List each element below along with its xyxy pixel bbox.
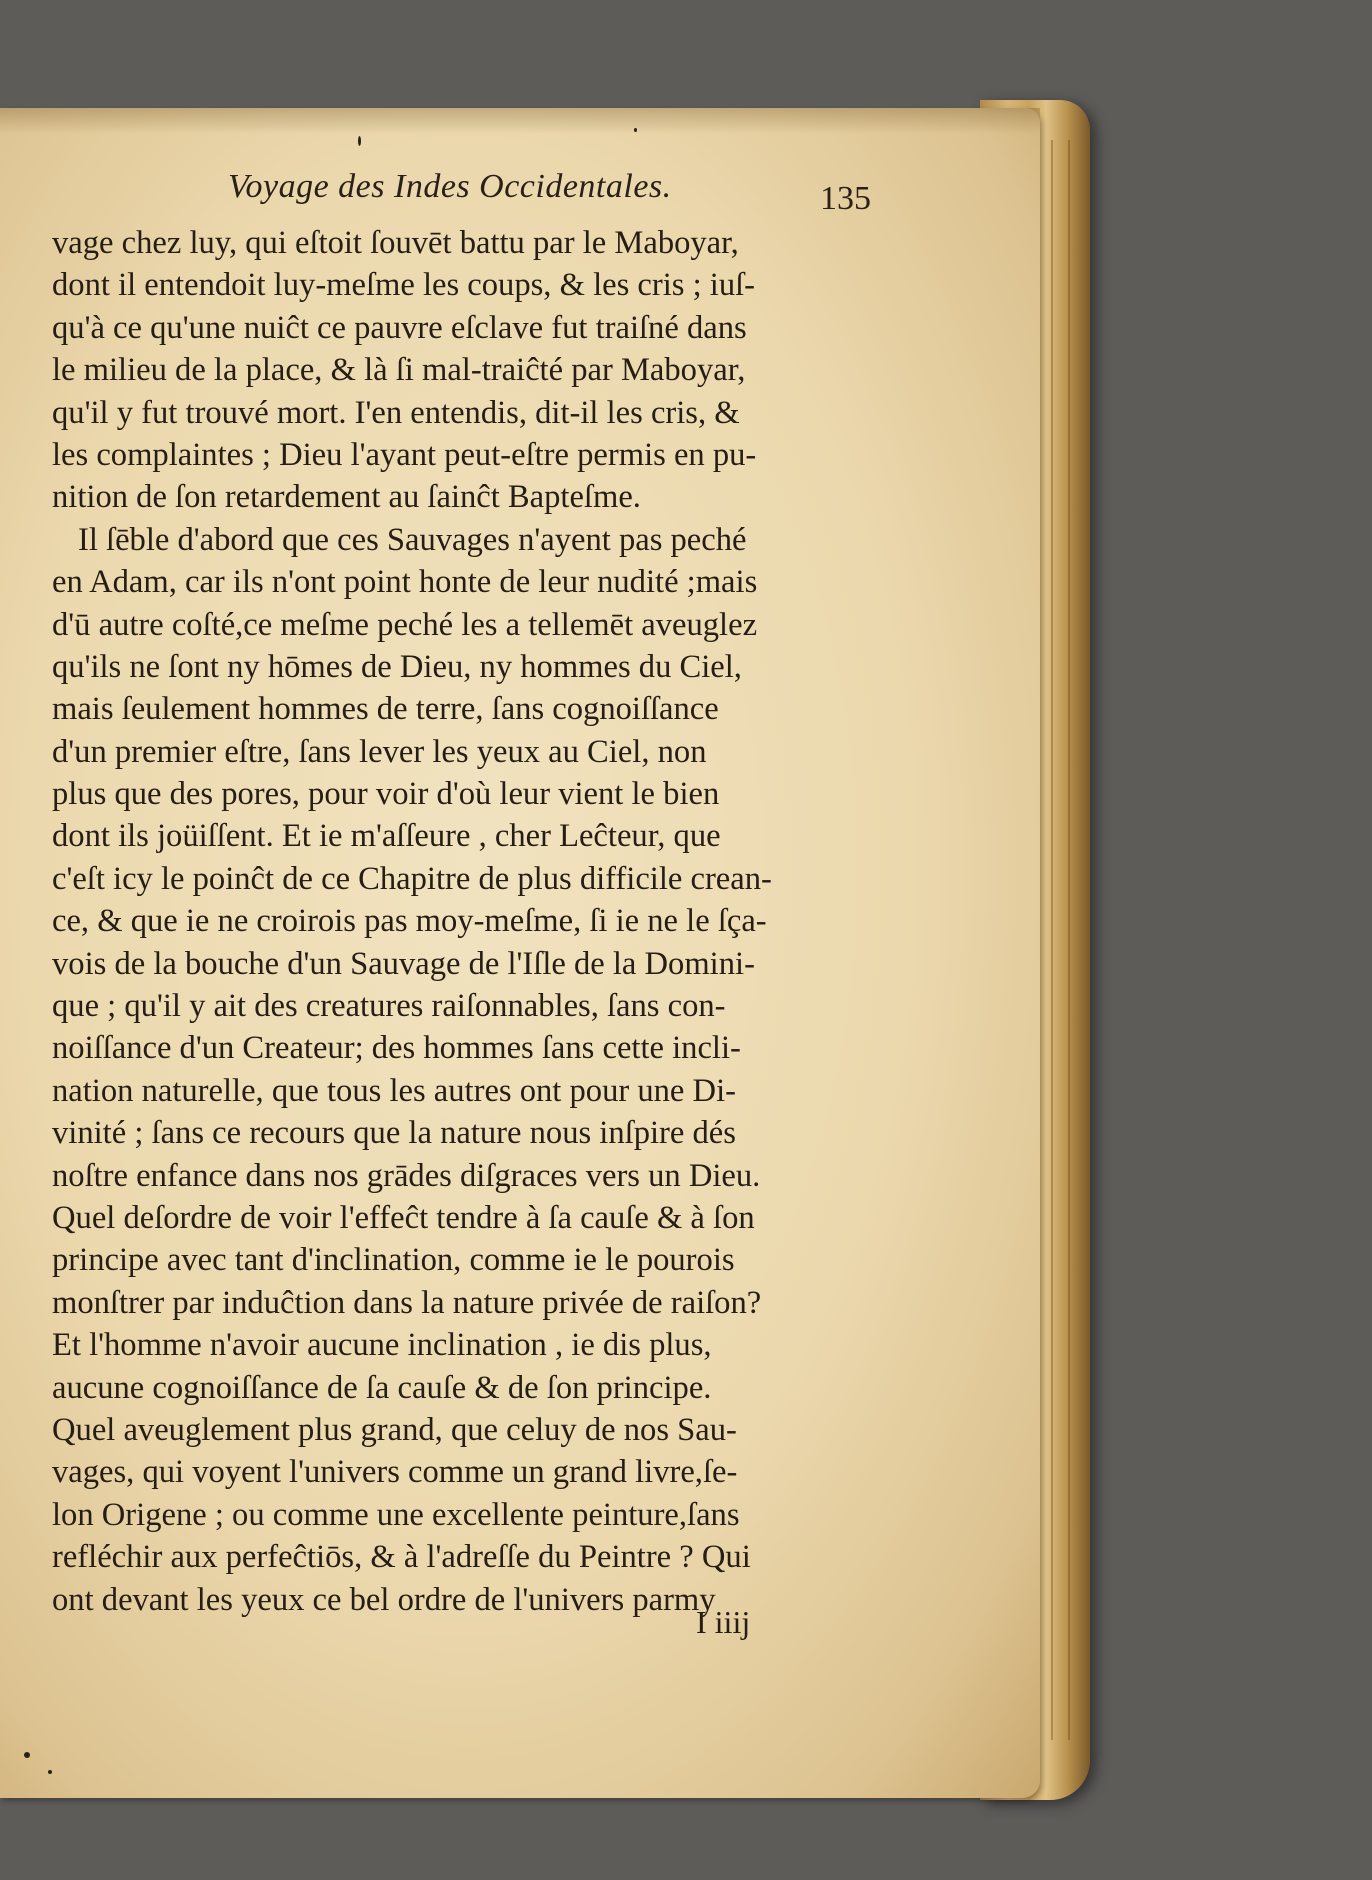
signature-mark: I iiij	[696, 1604, 751, 1640]
text-line: lon Origene ; ou comme une excellente peinture,ſans	[52, 1496, 740, 1533]
text-line: c'eſt icy le poinĉt de ce Chapitre de plus difficile crean-	[52, 860, 772, 897]
text-line: vages, qui voyent l'univers comme un grand livre,ſe-	[52, 1454, 738, 1491]
text-line: vois de la bouche d'un Sauvage de l'Iſle de la Domini-	[52, 945, 755, 982]
text-line: Quel aveuglement plus grand, que celuy de nos Sau-	[52, 1411, 737, 1448]
text-line: mais ſeulement hommes de terre, ſans cognoiſſance	[52, 691, 719, 728]
page-number: 135	[820, 180, 871, 217]
text-line: nition de ſon retardement au ſainĉt Bapteſme.	[52, 479, 641, 516]
text-line: refléchir aux perfeĉtiōs, & à l'adreſſe du Peintre ? Qui	[52, 1539, 751, 1576]
text-line: plus que des pores, pour voir d'où leur vient le bien	[52, 776, 720, 813]
text-line: dont il entendoit luy-meſme les coups, & les cris ; iuſ-	[52, 267, 756, 304]
ink-speck	[358, 136, 361, 146]
text-line: ce, & que ie ne croirois pas moy-meſme, ſi ie ne le ſça-	[52, 903, 767, 940]
text-line: aucune cognoiſſance de ſa cauſe & de ſon principe.	[52, 1369, 712, 1406]
text-line: nation naturelle, que tous les autres ont pour une Di-	[52, 1072, 736, 1109]
text-line: qu'ils ne ſont ny hōmes de Dieu, ny hommes du Ciel,	[52, 648, 742, 685]
running-head: Voyage des Indes Occidentales.	[228, 168, 672, 205]
ink-speck	[24, 1752, 30, 1758]
text-line: Et l'homme n'avoir aucune inclination , ie dis plus,	[52, 1327, 712, 1364]
text-line: monſtrer par induĉtion dans la nature privée de raiſon?	[52, 1284, 762, 1321]
ink-speck	[634, 128, 637, 132]
text-line: qu'il y fut trouvé mort. I'en entendis, dit-il les cris, &	[52, 394, 740, 431]
text-line: ont devant les yeux ce bel ordre de l'univers parmy	[52, 1581, 716, 1618]
text-line: Il ſēble d'abord que ces Sauvages n'ayent pas peché	[78, 521, 747, 558]
paragraph	[52, 222, 902, 519]
text-line: d'ū autre coſté,ce meſme peché les a tellemēt aveuglez	[52, 606, 758, 643]
text-line: vinité ; ſans ce recours que la nature nous inſpire dés	[52, 1115, 736, 1152]
text-line: Quel deſordre de voir l'effeĉt tendre à ſa cauſe & à ſon	[52, 1199, 755, 1236]
paragraph	[52, 519, 902, 1621]
text-line: noiſſance d'un Createur; des hommes ſans cette incli-	[52, 1030, 741, 1067]
text-line: d'un premier eſtre, ſans lever les yeux au Ciel, non	[52, 733, 707, 770]
text-line: principe avec tant d'inclination, comme ie le pourois	[52, 1242, 735, 1279]
page-top-shadow	[0, 108, 1040, 134]
text-line: qu'à ce qu'une nuiĉt ce pauvre eſclave fut traiſné dans	[52, 309, 747, 346]
text-line: le milieu de la place, & là ſi mal-traiĉté par Maboyar,	[52, 352, 746, 389]
text-line: dont ils joüiſſent. Et ie m'aſſeure , cher Leĉteur, que	[52, 818, 721, 855]
text-line: vage chez luy, qui eſtoit ſouvēt battu par le Maboyar,	[52, 225, 739, 261]
text-line: les complaintes ; Dieu l'ayant peut-eſtre permis en pu-	[52, 436, 757, 473]
text-line: que ; qu'il y ait des creatures raiſonnables, ſans con-	[52, 988, 726, 1025]
ink-speck	[48, 1770, 52, 1774]
body-text	[52, 222, 902, 1621]
text-line: noſtre enfance dans nos grādes diſgraces vers un Dieu.	[52, 1157, 761, 1194]
text-line: en Adam, car ils n'ont point honte de leur nudité ;mais	[52, 564, 758, 601]
